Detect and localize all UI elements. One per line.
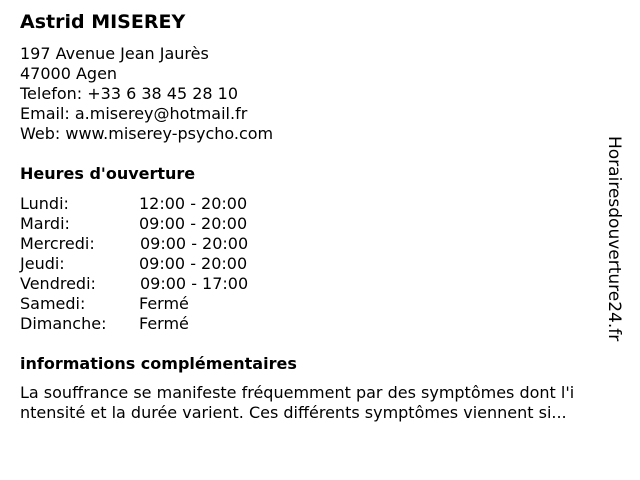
address-city: 47000 Agen: [20, 64, 118, 83]
contact-details: [20, 44, 273, 144]
hours-day: Dimanche:: [20, 314, 107, 333]
additional-info-text: [20, 383, 620, 423]
site-watermark: Horairesdouverture24.fr: [604, 136, 624, 342]
phone-number: Telefon: +33 6 38 45 28 10: [20, 84, 239, 103]
hours-time: Fermé: [139, 314, 189, 333]
hours-day: Samedi:: [20, 294, 86, 313]
hours-day: Lundi:: [20, 194, 69, 213]
hours-day: Mardi:: [20, 214, 70, 233]
info-text-line: ntensité et la durée varient. Ces différents symptômes viennent si...: [20, 403, 567, 422]
hours-time: 09:00 - 20:00: [139, 214, 248, 233]
website-address: Web: www.miserey-psycho.com: [20, 124, 274, 143]
additional-info-heading: informations complémentaires: [20, 354, 297, 373]
hours-time: 12:00 - 20:00: [139, 194, 248, 213]
hours-time: 09:00 - 20:00: [139, 254, 248, 273]
hours-day: Mercredi:: [20, 234, 95, 253]
email-address: Email: a.miserey@hotmail.fr: [20, 104, 248, 123]
info-text-line: La souffrance se manifeste fréquemment par des symptômes dont l'i: [20, 383, 575, 402]
hours-day: Jeudi:: [20, 254, 65, 273]
hours-day: Vendredi:: [20, 274, 96, 293]
opening-hours-heading: Heures d'ouverture: [20, 164, 196, 183]
hours-time: Fermé: [139, 294, 189, 313]
person-name: Astrid MISEREY: [20, 11, 186, 33]
address-street: 197 Avenue Jean Jaurès: [20, 44, 209, 63]
hours-time: 09:00 - 17:00: [140, 274, 249, 293]
hours-time: 09:00 - 20:00: [140, 234, 249, 253]
